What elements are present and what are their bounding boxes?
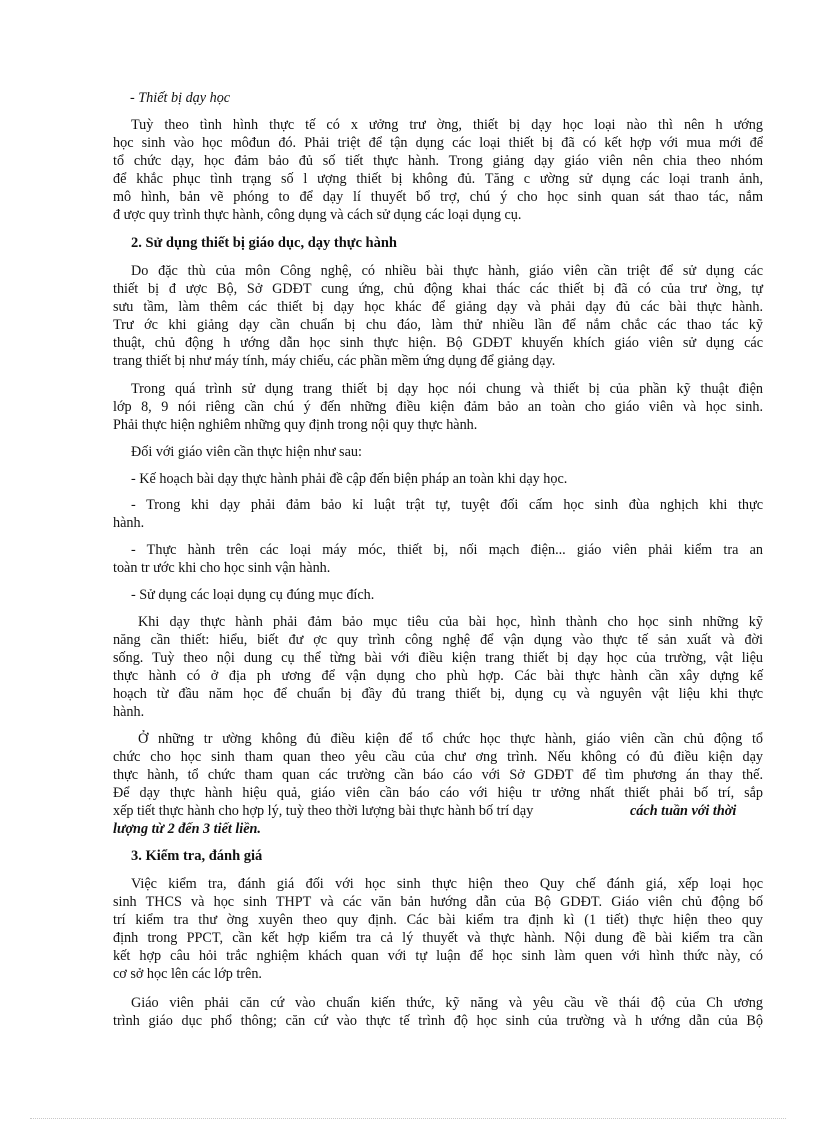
paragraph-line: thuật, chủ động h ướng dẫn học sinh thực hiện. Bộ GDĐT khuyến khích giáo viên sử dụng các bbox=[113, 335, 763, 351]
paragraph-line: hành. bbox=[113, 704, 145, 720]
section-heading-3: 3. Kiểm tra, đánh giá bbox=[131, 848, 263, 864]
paragraph-line: lớp 8, 9 nói riêng cần chú ý đến những điều kiện đảm bảo an toàn cho giáo viên và học sinh. bbox=[113, 399, 763, 415]
paragraph-line: đ ược quy trình thực hành, công dụng và cách sử dụng các loại dụng cụ. bbox=[113, 207, 522, 223]
paragraph-line: thiết bị đ ược Bộ, Sở GDĐT cung ứng, chủ động khai thác các thiết bị đã có của trư ờng, tự bbox=[113, 281, 763, 297]
emphasis-text: cách tuần với thời bbox=[630, 803, 737, 819]
paragraph-line: mô hình, bản vẽ phóng to để dạy lí thuyết bổ trợ, chú ý cho học sinh quan sát thao tác, nắm bbox=[113, 189, 763, 205]
paragraph-line: định trong PPCT, cần kết hợp kiểm tra cả lý thuyết và thực hành. Nội dung đề bài kiểm tra cần bbox=[113, 930, 763, 946]
paragraph-line: trang thiết bị như máy tính, máy chiếu, các phần mềm ứng dụng để giảng dạy. bbox=[113, 353, 556, 369]
paragraph-line: sưu tầm, làm thêm các thiết bị dạy học khác để giảng dạy và phải dạy đủ các bài thực hành. bbox=[113, 299, 763, 315]
emphasis-text: lượng từ 2 đến 3 tiết liền. bbox=[113, 821, 261, 837]
paragraph-line: tổ chức dạy, học đảm bảo đủ số tiết thực hành. Trong giảng dạy giáo viên nên chia theo nhóm bbox=[113, 153, 763, 169]
paragraph-line: - Kế hoạch bài dạy thực hành phải đề cập đến biện pháp an toàn khi dạy học. bbox=[131, 471, 568, 487]
paragraph-line: Trong quá trình sử dụng trang thiết bị dạy học nói chung và thiết bị của phần kỹ thuật điện bbox=[131, 381, 763, 397]
paragraph-line: Trư ớc khi giảng dạy cần chuẩn bị chu đáo, làm thử nhiều lần để nắm chắc các thao tác kỹ bbox=[113, 317, 763, 333]
paragraph-line: - Trong khi dạy phải đảm bảo kỉ luật trật tự, tuyệt đối cấm học sinh đùa nghịch khi thực bbox=[131, 497, 763, 513]
paragraph-line: Giáo viên phải căn cứ vào chuẩn kiến thức, kỹ năng và yêu cầu về thái độ của Ch ương bbox=[131, 995, 763, 1011]
paragraph-line: Để dạy thực hành hiệu quả, giáo viên cần báo cáo với hiệu tr ưởng nhất thiết phải bố trí, sắp bbox=[113, 785, 763, 801]
section-heading-2: 2. Sử dụng thiết bị giáo dục, dạy thực hành bbox=[131, 235, 397, 251]
paragraph-line: năng cần thiết: hiểu, biết đư ợc quy trình công nghệ để vận dụng vào thực tế sản xuất và đời bbox=[113, 632, 763, 648]
paragraph-line: sống. Tuỳ theo nội dung cụ thể từng bài với điều kiện trang thiết bị dạy học của trường, vật liệu bbox=[113, 650, 763, 666]
paragraph-line: xếp tiết thực hành cho hợp lý, tuỳ theo thời lượng bài thực hành bố trí dạy bbox=[113, 803, 534, 819]
paragraph-line: Việc kiểm tra, đánh giá đối với học sinh thực hiện theo Quy chế đánh giá, xếp loại học bbox=[131, 876, 763, 892]
paragraph-line: Đối với giáo viên cần thực hiện như sau: bbox=[131, 444, 362, 460]
paragraph-line: trí kiểm tra thư ờng xuyên theo quy định. Các bài kiểm tra định kì (1 tiết) thực hiện theo quy bbox=[113, 912, 763, 928]
paragraph-line: hành. bbox=[113, 515, 145, 531]
paragraph-line: Phải thực hiện nghiêm những quy định trong nội quy thực hành. bbox=[113, 417, 478, 433]
paragraph-line: trình giáo dục phổ thông; căn cứ vào thực tế trình độ học sinh của trường và h ướng dẫn của Bộ bbox=[113, 1013, 763, 1029]
sub-heading-teaching-equipment: - Thiết bị dạy học bbox=[130, 90, 231, 106]
paragraph-line: Khi dạy thực hành phải đảm bảo mục tiêu của bài học, hình thành cho học sinh những kỹ bbox=[138, 614, 763, 630]
paragraph-line: - Sử dụng các loại dụng cụ đúng mục đích. bbox=[131, 587, 375, 603]
paragraph-line: Ở những tr ường không đủ điều kiện để tổ chức học thực hành, giáo viên cần chủ động tổ bbox=[138, 731, 763, 747]
paragraph-line: kết hợp câu hỏi trắc nghiệm khách quan với tự luận để học sinh làm quen với hình thức này, có bbox=[113, 948, 763, 964]
paragraph-line: hoạch từ đầu năm học để chuẩn bị đầy đủ trang thiết bị, dụng cụ và nguyên vật liệu khi thực bbox=[113, 686, 763, 702]
paragraph-line: sinh THCS và học sinh THPT và các văn bản hướng dẫn của Bộ GDĐT. Giáo viên chủ động bố bbox=[113, 894, 763, 910]
paragraph-line: toàn tr ước khi cho học sinh vận hành. bbox=[113, 560, 331, 576]
paragraph-line: Tuỳ theo tình hình thực tế có x ưởng trư ờng, thiết bị dạy học loại nào thì nên h ướng bbox=[131, 117, 763, 133]
paragraph-line: chức cho học sinh tham quan theo yêu cầu của chư ơng trình. Nếu không có đủ điều kiện dạy bbox=[113, 749, 763, 765]
paragraph-line: - Thực hành trên các loại máy móc, thiết bị, nối mạch điện... giáo viên phải kiểm tra an bbox=[131, 542, 763, 558]
paragraph-line: cơ sở học lên các lớp trên. bbox=[113, 966, 262, 982]
paragraph-line: để khắc phục tình trạng số l ượng thiết bị không đủ. Tăng c ường sử dụng các loại tranh ảnh, bbox=[113, 171, 763, 187]
paragraph-line: học sinh vào học môđun đó. Phải triệt để tận dụng các loại thiết bị đã có kết hợp với mua mới để bbox=[113, 135, 763, 151]
page-bottom-divider bbox=[30, 1118, 786, 1119]
paragraph-line: thực hành, tổ chức tham quan các trường cần báo cáo với Sở GDĐT để tìm phương án thay thế. bbox=[113, 767, 763, 783]
paragraph-line: Do đặc thù của môn Công nghệ, có nhiều bài thực hành, giáo viên cần triệt để sử dụng các bbox=[131, 263, 763, 279]
paragraph-line: thực hành có ở địa ph ương để vận dụng cho phù hợp. Các bài thực hành cần xây dựng kế bbox=[113, 668, 763, 684]
